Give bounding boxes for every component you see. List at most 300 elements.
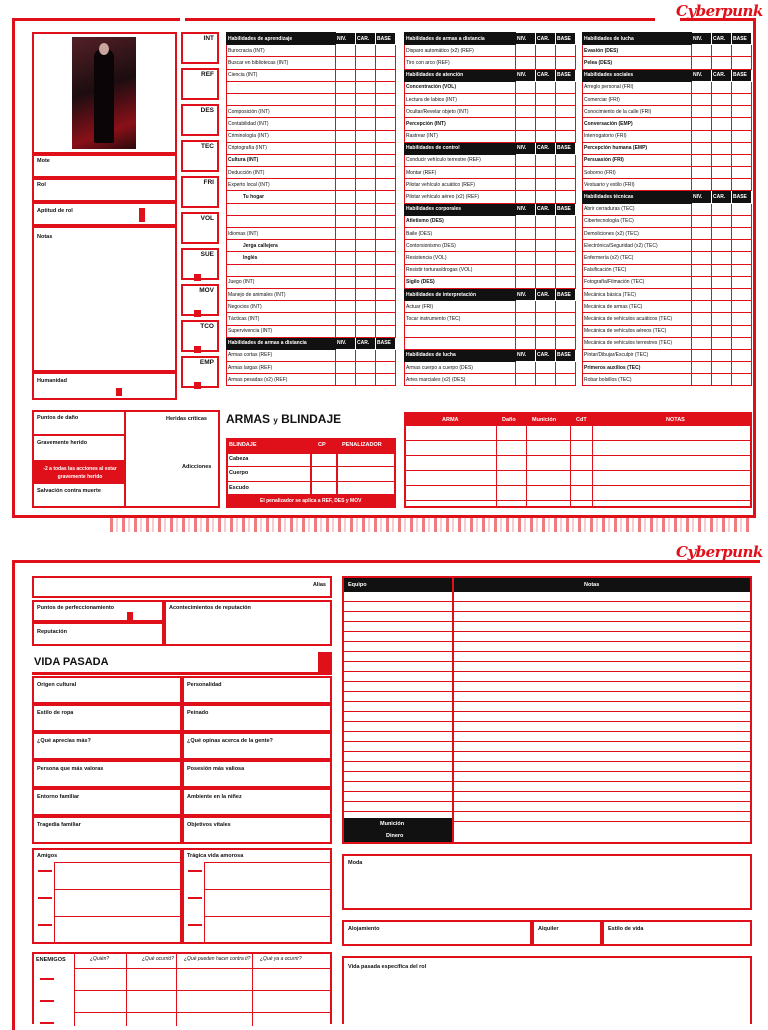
- skill-name: Abrir cerraduras (TEC): [583, 203, 692, 215]
- penalizador-header: PENALIZADOR: [342, 442, 382, 448]
- skill-row[interactable]: [405, 215, 576, 227]
- vida-field[interactable]: [182, 760, 332, 788]
- equipo-row[interactable]: [344, 672, 750, 682]
- skill-name: Experto local (INT): [227, 179, 336, 191]
- skill-name: Conducir vehículo terrestre (REF): [405, 154, 516, 166]
- skill-header-label: Habilidades de lucha: [583, 33, 692, 45]
- armas-title: [226, 412, 341, 426]
- skill-row[interactable]: [227, 252, 396, 264]
- vida-field-label: Peinado: [187, 710, 209, 716]
- skill-name: Enfermería (x2) (TEC): [583, 252, 692, 264]
- equipo-header: Equipo: [348, 582, 367, 588]
- stat-int[interactable]: [181, 32, 219, 64]
- skill-row[interactable]: [583, 93, 752, 105]
- equipo-row[interactable]: [344, 592, 750, 602]
- aptitud-label: Aptitud de rol: [37, 208, 73, 214]
- skill-row[interactable]: [227, 228, 396, 240]
- skill-row[interactable]: [405, 374, 576, 386]
- skill-row[interactable]: [583, 240, 752, 252]
- base-header: BASE: [556, 288, 576, 300]
- skill-name: Criptografía (INT): [227, 142, 336, 154]
- vida-field-label: Tragedia familiar: [37, 822, 81, 828]
- skill-row[interactable]: [405, 325, 576, 337]
- skill-row[interactable]: [405, 313, 576, 325]
- puntos-perf-field[interactable]: [32, 600, 164, 622]
- skill-name: Mecánica básica (TEC): [583, 288, 692, 300]
- vida-field[interactable]: [32, 816, 182, 844]
- equipo-row[interactable]: [344, 742, 750, 752]
- skill-row[interactable]: [583, 203, 752, 215]
- skill-row[interactable]: [405, 264, 576, 276]
- skill-name: Ocultar/Revelar objeto (INT): [405, 106, 516, 118]
- skill-header-label: Habilidades de lucha: [405, 349, 516, 361]
- skills-table-col3: [582, 32, 752, 386]
- skill-row[interactable]: [405, 191, 576, 203]
- skill-header: [583, 191, 752, 203]
- skill-name: Pilotar vehículo aéreo (x2) (REF): [405, 191, 516, 203]
- skill-name: Fotografía/Filmación (TEC): [583, 276, 692, 288]
- equipo-row[interactable]: [344, 632, 750, 642]
- skill-name: Atletismo (DES): [405, 215, 516, 227]
- skill-name: Conocimiento de la calle (FRI): [583, 106, 692, 118]
- vida-title-tab: [318, 652, 332, 674]
- skills-col1: [226, 32, 396, 386]
- skill-name: [227, 93, 336, 105]
- skill-row[interactable]: [227, 374, 396, 386]
- skill-row[interactable]: [405, 228, 576, 240]
- skill-name: Rastrear (INT): [405, 130, 516, 142]
- alquiler-field[interactable]: [532, 920, 602, 946]
- skill-row[interactable]: [227, 69, 396, 81]
- vida-field[interactable]: [32, 760, 182, 788]
- base-header: BASE: [556, 203, 576, 215]
- skill-header-label: Habilidades de armas a distancia: [227, 337, 336, 349]
- equipo-row[interactable]: [344, 652, 750, 662]
- skill-name: Cibertecnología (TEC): [583, 215, 692, 227]
- skill-header-label: Habilidades corporales: [405, 203, 516, 215]
- niv-header: NIV.: [516, 349, 536, 361]
- vida-title-bar: [32, 672, 332, 675]
- amigo-row[interactable]: [204, 862, 330, 889]
- skill-row[interactable]: [227, 349, 396, 361]
- acont-field[interactable]: [164, 600, 332, 646]
- logo-2: Cyberpunk: [676, 543, 763, 561]
- alquiler-label: Alquiler: [538, 926, 559, 932]
- reputacion-field[interactable]: [32, 622, 164, 646]
- vida-title: VIDA PASADA: [34, 656, 109, 668]
- equipo-row[interactable]: [344, 732, 750, 742]
- stat-label: FRI: [203, 179, 214, 186]
- vida-field[interactable]: [32, 704, 182, 732]
- skill-name: Idiomas (INT): [227, 228, 336, 240]
- equipo-row[interactable]: [344, 692, 750, 702]
- figure-head: [99, 43, 109, 55]
- humanidad-label: Humanidad: [37, 378, 67, 384]
- vida-rol-field[interactable]: [342, 956, 752, 1024]
- arrow-icon: [40, 1000, 54, 1002]
- skill-name: Composición (INT): [227, 106, 336, 118]
- skill-name: Conversación (EMP): [583, 118, 692, 130]
- stat-marker: [194, 346, 201, 353]
- vida-field[interactable]: [32, 732, 182, 760]
- skill-row[interactable]: [583, 179, 752, 191]
- skill-row[interactable]: [583, 81, 752, 93]
- skill-name: Resistencia (VOL): [405, 252, 516, 264]
- amigo-row[interactable]: [204, 889, 330, 916]
- skill-row[interactable]: [405, 57, 576, 69]
- equipo-row[interactable]: [344, 802, 750, 812]
- skill-row[interactable]: [583, 349, 752, 361]
- part-cabeza: Cabeza: [229, 456, 249, 462]
- skill-name: Resistir torturas/drogas (VOL): [405, 264, 516, 276]
- vida-field-label: ¿Qué aprecias más?: [37, 738, 91, 744]
- alojamiento-field[interactable]: [342, 920, 532, 946]
- car-header: CAR.: [536, 33, 556, 45]
- reputacion-label: Reputación: [37, 629, 67, 635]
- skill-name: Armas cuerpo a cuerpo (DES): [405, 362, 516, 374]
- skill-name: Armas pesadas (x2) (REF): [227, 374, 336, 386]
- niv-header: NIV.: [516, 69, 536, 81]
- skill-row[interactable]: [583, 215, 752, 227]
- humanidad-marker: [116, 388, 122, 396]
- vida-field-label: Posesión más valiosa: [187, 766, 245, 772]
- vida-field-label: Persona que más valoras: [37, 766, 104, 772]
- notas-field[interactable]: [32, 226, 177, 372]
- equipo-row[interactable]: [344, 702, 750, 712]
- stat-marker: [194, 382, 201, 389]
- skill-row[interactable]: [405, 81, 576, 93]
- skill-header: [405, 288, 576, 300]
- skill-row[interactable]: [583, 252, 752, 264]
- stat-fri[interactable]: [181, 176, 219, 208]
- skill-row[interactable]: [583, 374, 752, 386]
- equipo-row[interactable]: [344, 622, 750, 632]
- skill-row[interactable]: [227, 142, 396, 154]
- car-header: CAR.: [536, 203, 556, 215]
- aptitud-field[interactable]: [32, 202, 177, 226]
- amigo-row[interactable]: [204, 916, 330, 943]
- col-notas: NOTAS: [666, 417, 685, 423]
- amigo-row[interactable]: [54, 889, 180, 916]
- vida-field-label: ¿Qué opinas acerca de la gente?: [187, 738, 273, 744]
- skill-row[interactable]: [583, 167, 752, 179]
- niv-header: NIV.: [336, 33, 356, 45]
- vida-field[interactable]: [182, 788, 332, 816]
- cp-header: CP: [318, 442, 326, 448]
- vida-field[interactable]: [32, 788, 182, 816]
- skill-row[interactable]: [227, 118, 396, 130]
- notas-header: Notas: [584, 582, 600, 588]
- skill-header: [405, 69, 576, 81]
- moda-label: Moda: [348, 860, 363, 866]
- dinero-label: Dinero: [386, 833, 404, 839]
- skill-name: Burocracia (INT): [227, 45, 336, 57]
- skills-table-learning: [226, 32, 396, 386]
- heridas-label: Heridas críticas: [166, 416, 207, 422]
- alias-field[interactable]: [32, 576, 332, 598]
- municion-label: Munición: [380, 821, 405, 827]
- skill-name: Negocios (INT): [227, 301, 336, 313]
- skill-row[interactable]: [227, 288, 396, 300]
- skill-row[interactable]: [405, 179, 576, 191]
- skill-name: [227, 215, 336, 227]
- salvacion-field[interactable]: [34, 484, 126, 506]
- stat-vol[interactable]: [181, 212, 219, 244]
- vida-field-label: Personalidad: [187, 682, 222, 688]
- equipo-row[interactable]: [344, 612, 750, 622]
- base-header: BASE: [556, 349, 576, 361]
- skill-name: Manejo de animales (INT): [227, 288, 336, 300]
- skill-row[interactable]: [227, 264, 396, 276]
- skill-name: Comerciar (FRI): [583, 93, 692, 105]
- skill-name: Tu hogar: [227, 191, 336, 203]
- humanidad-field[interactable]: [32, 372, 177, 400]
- part-cuerpo: Cuerpo: [229, 470, 249, 476]
- skill-name: Interrogatorio (FRI): [583, 130, 692, 142]
- equipo-row[interactable]: [344, 792, 750, 802]
- vida-field-label: Objetivos vitales: [187, 822, 231, 828]
- page-divider: [110, 518, 750, 532]
- enemigos-label: ENEMIGOS: [36, 957, 66, 963]
- skill-row[interactable]: [405, 130, 576, 142]
- skill-row[interactable]: [405, 362, 576, 374]
- skill-name: Vestuario y estilo (FRI): [583, 179, 692, 191]
- skill-row[interactable]: [405, 154, 576, 166]
- skill-name: [405, 337, 516, 349]
- health-panel: [32, 410, 220, 508]
- skill-name: Criminología (INT): [227, 130, 336, 142]
- alojamiento-label: Alojamiento: [348, 926, 380, 932]
- base-header: BASE: [376, 33, 396, 45]
- skill-name: Supervivencia (INT): [227, 325, 336, 337]
- skill-row[interactable]: [227, 215, 396, 227]
- perf-marker: [127, 612, 133, 620]
- stat-ref[interactable]: [181, 68, 219, 100]
- niv-header: NIV.: [692, 69, 712, 81]
- skill-row[interactable]: [583, 313, 752, 325]
- skill-name: Soborno (FRI): [583, 167, 692, 179]
- skill-name: Montar (REF): [405, 167, 516, 179]
- gravemente-field[interactable]: [34, 436, 126, 462]
- tragica-label: Trágica vida amorosa: [187, 853, 244, 859]
- estilo-label: Estilo de vida: [608, 926, 644, 932]
- weapons-table: [404, 412, 752, 508]
- rol-label: Rol: [37, 182, 46, 188]
- niv-header: NIV.: [516, 33, 536, 45]
- niv-header: NIV.: [516, 142, 536, 154]
- skill-row[interactable]: [583, 154, 752, 166]
- skill-row[interactable]: [583, 264, 752, 276]
- skill-name: Mecánica de vehículos terrestres (TEC): [583, 337, 692, 349]
- skill-row[interactable]: [227, 45, 396, 57]
- penalty-text: -2 a todas las acciones al estar gravemente herido: [43, 466, 117, 480]
- skill-name: Concentración (VOL): [405, 81, 516, 93]
- skill-row[interactable]: [227, 203, 396, 215]
- portrait-frame: [32, 32, 177, 154]
- penalty-box: [34, 462, 126, 484]
- skill-row[interactable]: [405, 45, 576, 57]
- skill-name: Percepción humana (EMP): [583, 142, 692, 154]
- skill-row[interactable]: [227, 154, 396, 166]
- skill-row[interactable]: [583, 118, 752, 130]
- car-header: CAR.: [536, 288, 556, 300]
- skill-name: [227, 81, 336, 93]
- mote-field[interactable]: [32, 154, 177, 178]
- skill-name: [227, 203, 336, 215]
- car-header: CAR.: [356, 33, 376, 45]
- skill-header-label: Habilidades técnicas: [583, 191, 692, 203]
- page1-top-line: [185, 18, 655, 21]
- equipo-row[interactable]: [344, 782, 750, 792]
- equipo-row[interactable]: [344, 662, 750, 672]
- skill-name: Buscar en bibliotecas (INT): [227, 57, 336, 69]
- skill-row[interactable]: [583, 276, 752, 288]
- skill-row[interactable]: [227, 313, 396, 325]
- skill-row[interactable]: [227, 179, 396, 191]
- enem-col3: ¿Qué pueden hacer contra ti?: [184, 956, 251, 962]
- skill-row[interactable]: [583, 45, 752, 57]
- enemigos-panel: [32, 952, 332, 1024]
- skill-row[interactable]: [227, 276, 396, 288]
- stat-marker: [194, 274, 201, 281]
- vida-field[interactable]: [182, 816, 332, 844]
- skill-row[interactable]: [405, 337, 576, 349]
- rol-field[interactable]: [32, 178, 177, 202]
- mote-label: Mote: [37, 158, 50, 164]
- skill-name: Persuasión (FRI): [583, 154, 692, 166]
- skill-name: Inglés: [227, 252, 336, 264]
- skill-row[interactable]: [227, 325, 396, 337]
- armas-title-y: y: [273, 416, 278, 425]
- vida-field[interactable]: [182, 704, 332, 732]
- equipo-row[interactable]: [344, 712, 750, 722]
- skill-row[interactable]: [405, 118, 576, 130]
- equipo-row[interactable]: [344, 722, 750, 732]
- enem-col2: ¿Qué ocurrió?: [142, 956, 174, 962]
- stat-label: MOV: [199, 287, 214, 294]
- car-header: CAR.: [536, 349, 556, 361]
- stat-marker: [194, 310, 201, 317]
- skill-row[interactable]: [227, 81, 396, 93]
- arrow-icon: [38, 870, 52, 872]
- skill-name: Demoliciones (x2) (TEC): [583, 228, 692, 240]
- skill-name: Falsificación (TEC): [583, 264, 692, 276]
- niv-header: NIV.: [516, 203, 536, 215]
- moda-field[interactable]: [342, 854, 752, 910]
- enem-col4: ¿Qué ya a ocurrir?: [260, 956, 302, 962]
- skill-header: [583, 69, 752, 81]
- equipo-row[interactable]: [344, 762, 750, 772]
- skill-row[interactable]: [227, 167, 396, 179]
- alias-label: Alias: [312, 582, 326, 588]
- stat-label: TCO: [200, 323, 214, 330]
- skill-name: Actuar (FRI): [405, 301, 516, 313]
- skill-name: Tiro con arco (REF): [405, 57, 516, 69]
- equipo-row[interactable]: [344, 752, 750, 762]
- skill-row[interactable]: [583, 362, 752, 374]
- skill-row[interactable]: [227, 57, 396, 69]
- col-arma: ARMA: [442, 417, 459, 423]
- skill-row[interactable]: [405, 106, 576, 118]
- skill-header-label: Habilidades sociales: [583, 69, 692, 81]
- equipo-row[interactable]: [344, 642, 750, 652]
- figure-silhouette: [94, 49, 114, 143]
- skill-header-label: Habilidades de aprendizaje: [227, 33, 336, 45]
- equipo-row[interactable]: [344, 602, 750, 612]
- skill-row[interactable]: [227, 106, 396, 118]
- skill-header-label: Habilidades de interpretación: [405, 288, 516, 300]
- skill-row[interactable]: [583, 57, 752, 69]
- skill-name: Mecánica de vehículos aéreos (TEC): [583, 325, 692, 337]
- puntos-perf-label: Puntos de perfeccionamiento: [37, 605, 115, 611]
- skill-row[interactable]: [227, 93, 396, 105]
- vida-field[interactable]: [182, 732, 332, 760]
- skill-name: Evasión (DES): [583, 45, 692, 57]
- skill-header-label: Habilidades de control: [405, 142, 516, 154]
- skill-name: Robar bolsillos (TEC): [583, 374, 692, 386]
- amigo-row[interactable]: [54, 862, 180, 889]
- puntos-dano-field[interactable]: [34, 412, 126, 436]
- amigo-row[interactable]: [54, 916, 180, 943]
- arrow-icon: [38, 924, 52, 926]
- vida-field[interactable]: [32, 676, 182, 704]
- skill-name: Ciencia (INT): [227, 69, 336, 81]
- skill-row[interactable]: [405, 301, 576, 313]
- enem-col1: ¿Quién?: [90, 956, 110, 962]
- skill-row[interactable]: [583, 325, 752, 337]
- skill-header-label: Habilidades de armas a distancia: [405, 33, 516, 45]
- base-header: BASE: [556, 33, 576, 45]
- skill-row[interactable]: [583, 228, 752, 240]
- skills-table-col2: [404, 32, 576, 386]
- skill-row[interactable]: [405, 240, 576, 252]
- car-header: CAR.: [712, 191, 732, 203]
- skill-row[interactable]: [583, 106, 752, 118]
- skill-row[interactable]: [583, 301, 752, 313]
- aptitud-marker: [139, 208, 145, 222]
- equipo-row[interactable]: [344, 682, 750, 692]
- skill-row[interactable]: [227, 362, 396, 374]
- skill-row[interactable]: [583, 288, 752, 300]
- skill-header: [583, 33, 752, 45]
- skill-row[interactable]: [405, 276, 576, 288]
- stat-label: REF: [201, 71, 214, 78]
- estilo-field[interactable]: [602, 920, 752, 946]
- arrow-icon: [188, 897, 202, 899]
- car-header: CAR.: [536, 69, 556, 81]
- stat-des[interactable]: [181, 104, 219, 136]
- skill-row[interactable]: [583, 337, 752, 349]
- base-header: BASE: [732, 33, 752, 45]
- skill-header: [405, 33, 576, 45]
- skill-row[interactable]: [227, 191, 396, 203]
- skills-col2: [404, 32, 576, 386]
- skill-row[interactable]: [227, 240, 396, 252]
- skills-col3: [582, 32, 752, 386]
- vida-field-label: Estilo de ropa: [37, 710, 74, 716]
- vida-field[interactable]: [182, 676, 332, 704]
- skill-row[interactable]: [405, 167, 576, 179]
- skill-row[interactable]: [405, 252, 576, 264]
- equipo-row[interactable]: [344, 772, 750, 782]
- skill-header: [227, 337, 396, 349]
- skill-row[interactable]: [227, 301, 396, 313]
- skill-row[interactable]: [227, 130, 396, 142]
- skill-row[interactable]: [405, 93, 576, 105]
- stat-tec[interactable]: [181, 140, 219, 172]
- skill-row[interactable]: [583, 130, 752, 142]
- skill-row[interactable]: [583, 142, 752, 154]
